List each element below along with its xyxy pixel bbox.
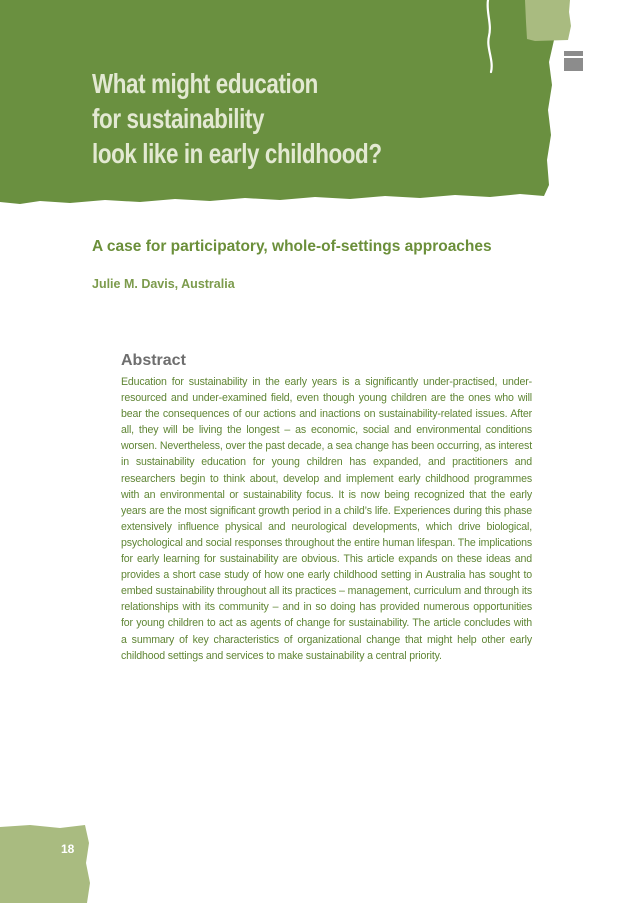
title-line-3: look like in early childhood? <box>92 138 382 169</box>
page-tab-shape <box>0 825 90 903</box>
section-marker-icon <box>564 51 583 71</box>
abstract-text: Education for sustainability in the early years is a significantly under-practised, under-resourced and under-examined field, even though young children are the ones who will bear the consequences of our actions and inactions on sustainability-related issues. After all, they will be living the longest – as economic, social and environmental conditions worsen. Nevertheless, over the past decade, a sea change has been occurring, as interest in sustainability education for young children has expanded, and practitioners and researchers begin to think about, develop and implement early childhood programmes with an environmental or sustainability focus. It is now being recognized that the early years are the most significant growth period in a child’s life. Experiences during this phase extensively influence physical and neurological developments, which drive biological, psychological and social responses throughout the entire human lifespan. The implications for early learning for sustainability are obvious. This article expands on these ideas and provides a short case study of how one early childhood setting in Australia has sought to embed sustainability throughout all its practices – management, curriculum and through its relationships with its community – and in so doing has provided numerous opportunities for young children to act as agents of change for sustainability. The article concludes with a summary of key characteristics of organizational change that might help other early childhood settings and services to make sustainability a central priority. <box>121 376 532 662</box>
article-author: Julie M. Davis, Australia <box>92 277 235 291</box>
title-line-1: What might education <box>92 68 318 99</box>
abstract-heading: Abstract <box>121 352 186 369</box>
article-subtitle: A case for participatory, whole-of-settings approaches <box>92 238 492 255</box>
page-number: 18 <box>61 842 75 856</box>
page-number-tab <box>0 823 100 903</box>
title-line-2: for sustainability <box>92 103 265 134</box>
article-title <box>92 66 436 171</box>
banner-accent <box>525 0 571 41</box>
